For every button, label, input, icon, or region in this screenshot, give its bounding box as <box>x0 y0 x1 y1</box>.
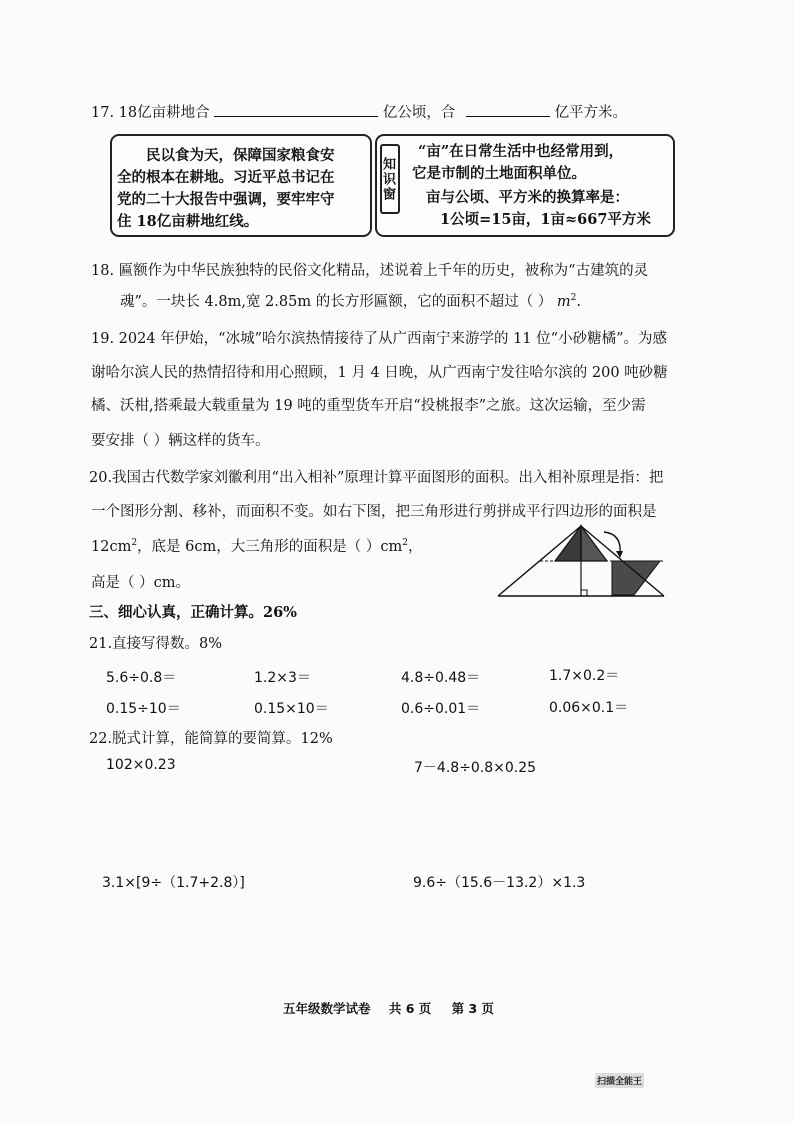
q21-item-5: 0.15÷10＝ <box>106 701 181 717</box>
q20-line-3 <box>91 535 422 556</box>
q17-blank-2[interactable] <box>466 102 550 117</box>
box-left-line-4: 住 18亿亩耕地红线。 <box>117 213 259 230</box>
q20-area-sup: 2 <box>131 538 138 549</box>
q22-item-2: 7－4.8÷0.8×0.25 <box>414 760 537 776</box>
scanner-watermark: 扫描全能王 <box>595 1073 644 1088</box>
q22-item-3: 3.1×[9÷（1.7+2.8）] <box>102 875 245 891</box>
box-left-line-2: 全的根本在耕地。习近平总书记在 <box>117 169 335 186</box>
q18-line-2-text: 魂”。一块长 4.8m,宽 2.85m 的长方形匾额，它的面积不超过（ ） <box>120 294 553 310</box>
q21-item-1: 5.6÷0.8＝ <box>106 670 177 686</box>
knowledge-window-tag: 知识窗 <box>380 144 400 214</box>
q22-item-4: 9.6÷（15.6－13.2）×1.3 <box>413 875 586 891</box>
box-right-line-1: “亩”在日常生活中也经常用到， <box>418 143 624 160</box>
moved-piece <box>612 561 660 595</box>
q21-item-6: 0.15×10＝ <box>254 701 329 717</box>
q21-title: 21.直接写得数。8% <box>89 636 223 652</box>
q20-line-4: 高是（ ）cm。 <box>91 575 190 591</box>
q19-line-1: 19. 2024 年伊始，“冰城”哈尔滨热情接待了从广西南宁来游学的 11 位“小砂糖橘”。为感 <box>91 331 667 347</box>
box-left-line-1: 民以食为天，保障国家粮食安 <box>146 147 335 164</box>
footer-total-pages: 共 6 页 <box>388 1001 432 1016</box>
q21-item-7: 0.6÷0.01＝ <box>401 701 481 717</box>
q18-line-1: 18. 匾额作为中华民族独特的民俗文化精品，述说着上千年的历史，被称为“古建筑的灵 <box>91 263 649 279</box>
rotate-arrow <box>604 532 620 554</box>
q19-line-3: 橘、沃柑,搭乘最大载重量为 19 吨的重型货车开启“投桃报李”之旅。这次运输，至少需 <box>91 398 646 414</box>
q17-line <box>91 101 627 122</box>
cut-and-splice-figure <box>492 520 672 600</box>
q18-unit-sup: 2 <box>570 293 577 304</box>
footer-paper-name: 五年级数学试卷 <box>283 1001 371 1016</box>
right-angle-mark <box>581 590 587 596</box>
q22-title: 22.脱式计算，能简算的要简算。12% <box>89 731 333 747</box>
q17-text-2: 亿公顷，合 <box>382 105 456 121</box>
q21-item-3: 4.8÷0.48＝ <box>401 670 481 686</box>
q20-line-2: 一个图形分割、移补，而面积不变。如右下图，把三角形进行剪拼成平行四边形的面积是 <box>91 504 657 520</box>
q21-item-4: 1.7×0.2＝ <box>549 668 620 684</box>
right-cut-piece <box>581 526 607 561</box>
section-3-title: 三、细心认真，正确计算。26% <box>89 604 297 621</box>
q20-area: 12cm <box>91 539 132 555</box>
box-left-line-3: 党的二十大报告中强调，要牢牢守 <box>117 191 335 208</box>
q19-line-4: 要安排（ ）辆这样的货车。 <box>91 433 270 449</box>
q18-unit: m <box>556 294 571 310</box>
footer-page-number: 第 3 页 <box>451 1001 495 1016</box>
q17-text-3: 亿平方米。 <box>554 105 628 121</box>
box-right-line-3: 亩与公顷、平方米的换算率是： <box>426 189 629 206</box>
box-right-line-4: 1公顷=15亩，1亩≈667平方米 <box>440 211 651 228</box>
footer <box>283 999 494 1017</box>
q17-label: 17. <box>91 105 115 121</box>
q21-item-8: 0.06×0.1＝ <box>549 700 629 716</box>
box-right-line-2: 它是市制的土地面积单位。 <box>412 165 586 182</box>
q17-blank-1[interactable] <box>214 102 378 117</box>
q20-line-1: 20.我国古代数学家刘徽利用“出入相补”原理计算平面图形的面积。出入相补原理是指：把 <box>89 470 664 486</box>
q17-text: 18亿亩耕地合 <box>118 105 210 121</box>
q18-line-2 <box>120 290 581 311</box>
q21-item-2: 1.2×3＝ <box>254 670 311 686</box>
q20-line-3-text: ，底是 6cm，大三角形的面积是（ ）cm <box>137 539 403 555</box>
q20-line-3-end: ， <box>407 539 423 555</box>
q20-unit-sup: 2 <box>402 538 408 549</box>
q19-line-2: 谢哈尔滨人民的热情招待和用心照顾，1 月 4 日晚，从广西南宁发往哈尔滨的 200 吨砂糖 <box>91 365 668 381</box>
q22-item-1: 102×0.23 <box>106 757 176 773</box>
left-cut-piece <box>555 526 581 561</box>
q18-end: . <box>576 294 582 310</box>
